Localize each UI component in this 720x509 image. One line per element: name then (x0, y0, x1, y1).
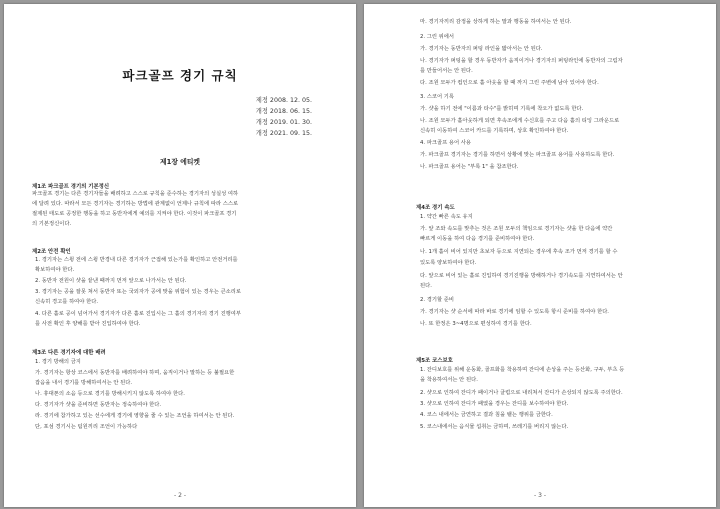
body-line: 1. 경기 방해의 금지 (35, 359, 81, 365)
document-page-left (4, 4, 356, 507)
revision-date: 제정 2008. 12. 05. (255, 97, 312, 104)
body-line: 나. 경기자가 퍼팅을 할 경우 동반자가 움직이거나 경기자의 퍼팅라인에 동반자의 그림자 (420, 58, 623, 64)
article-heading: 제5조 코스보호 (416, 358, 453, 364)
body-line: 2. 경기할 준비 (420, 297, 455, 303)
body-line: 빠르게 이동을 하여 다음 경기를 준비하여야 한다. (420, 236, 535, 242)
body-line: 나. 파크골프 용어는 "부록 1" 을 참조한다. (420, 164, 519, 170)
body-line: 나. 조원 모두가 홀아웃하게 되면 후속조에게 수신호를 주고 다음 홀의 티잉 그라운드로 (420, 118, 620, 124)
body-line: 4. 다른 홀로 공이 넘어가서 경기자가 다른 홀로 진입시는 그 홀의 경기자의 경기 진행여부 (35, 311, 242, 317)
body-line: 확보하여야 한다. (35, 267, 75, 273)
body-line: 나. 1개 홀이 비어 있지만 초보자 등으로 지연되는 경우에 후속 조가 먼저 경기를 할 수 (420, 249, 618, 255)
body-line: 있도록 양보하여야 한다. (420, 260, 477, 266)
article-heading: 제3조 다른 경기자에 대한 배려 (32, 350, 106, 356)
body-line: 신속히 경고를 하여야 한다. (35, 299, 99, 305)
body-line: 절제된 태도로 공정한 행동을 하고 동반자에게 예의를 지켜야 한다. 이것이 파크골프 경기 (32, 211, 237, 217)
body-line: 에 달려 있다. 따라서 모든 경기자는 경기하는 방법에 관계없이 언제나 규칙에 따라 스스로 (32, 201, 239, 207)
body-line: 단, 포섬 경기시는 팀원끼리 조언이 가능하다 (35, 424, 138, 430)
body-line: 파크골프 경기는 다른 경기자들을 배려하고 스스로 규칙을 준수하는 경기자의 성실성 여하 (32, 191, 239, 197)
body-line: 1. 잔디보호를 위해 운동화, 골프화를 착용하며 잔디에 손상을 주는 등산화, 구두, 부츠 등 (420, 367, 625, 373)
body-line: 다. 앞으로 비어 있는 홀로 진입하여 경기진행을 방해하거나 경기속도를 지연하여서는 안 (420, 273, 623, 279)
body-line: 을 착용하여서는 안 된다. (420, 377, 478, 383)
chapter-heading: 제1장 에티켓 (160, 158, 200, 166)
body-line: 가. 샷을 하기 전에 "이름과 타수"를 밝히며 기록에 착오가 없도록 한다. (420, 106, 584, 112)
body-line: 다. 조원 모두가 컵인으로 홀 아웃을 할 때 까지 그린 주변에 남아 있어야 한다. (420, 80, 599, 86)
body-line: 1. 약간 빠른 속도 유지 (420, 214, 473, 220)
body-line: 된다. (420, 283, 432, 289)
body-line: 를 만들어서는 안 된다. (420, 68, 473, 74)
body-line: 2. 샷으로 인하여 잔디가 패이거나 클럽으로 내리쳐서 잔디가 손상되지 않도록 주의한다. (420, 390, 623, 396)
body-line: 라. 경기에 참가하고 있는 선수에게 경기에 영향을 줄 수 있는 조언을 하여서는 안 된다. (35, 413, 235, 419)
body-line: 2. 동반자 전원이 샷을 끝낸 때까지 먼저 앞으로 나가서는 안 된다. (35, 278, 187, 284)
body-line: 잡음을 내서 경기를 방해하여서는 안 된다. (35, 380, 133, 386)
body-line: 4. 파크골프 용어 사용 (420, 140, 472, 146)
body-line: 나. 또 한정은 3~4명으로 편성하여 경기를 한다. (420, 321, 532, 327)
body-line: 3. 스코어 기록 (420, 94, 455, 100)
body-line: 나. 휴대폰의 소음 등으로 경기를 방해시키지 않도록 하여야 한다. (35, 391, 185, 397)
body-line: 신속히 이동하여 스코어 카드를 기록하며, 상호 확인하여야 한다. (420, 128, 569, 134)
body-line: 2. 그린 위에서 (420, 34, 455, 40)
revision-date: 개정 2018. 06. 15. (255, 108, 312, 115)
body-line: 3. 경기자는 공을 잘못 쳐서 동반자 또는 국외자가 공에 맞을 위험이 있는 경우는 큰소리로 (35, 289, 242, 295)
body-line: 가. 파크골프 경기자는 경기를 하면서 상황에 맞는 파크골프 용어를 사용하도록 한다. (420, 152, 615, 158)
body-line: 다. 경기자가 샷을 준비하면 동반자는 정숙하여야 한다. (35, 402, 162, 408)
body-line: 마. 경기자끼리 감정을 상하게 하는 말과 행동을 하여서는 안 된다. (420, 19, 572, 25)
page-number: - 3 - (534, 492, 546, 499)
revision-date: 개정 2021. 09. 15. (255, 130, 312, 137)
body-line: 1. 경기자는 스윙 전에 스윙 반경내 다른 경기자가 근접해 있는가를 확인하고 안전거리를 (35, 257, 238, 263)
body-line: 가. 앞 조와 속도를 맞추는 것은 조원 모두의 책임으로 경기자는 샷을 한 다음에 약간 (420, 226, 613, 232)
article-heading: 제1조 파크골프 경기의 기본정신 (32, 184, 110, 190)
body-line: 5. 코스내에서는 음식물 섭취는 금하며, 쓰레기를 버리지 않는다. (420, 424, 569, 430)
body-line: 4. 코스 내에서는 금연하고 결과 침을 뱉는 행위를 금한다. (420, 412, 553, 418)
article-heading: 제4조 경기 속도 (416, 205, 455, 211)
body-line: 의 기본정신이다. (32, 221, 72, 227)
article-heading: 제2조 안전 확인 (32, 249, 71, 255)
document-title: 파크골프 경기 규칙 (122, 68, 238, 83)
body-line: 가. 경기자는 항상 코스에서 동반자를 배려하여야 하며, 움직이거나 말하는 등 불필요한 (35, 370, 235, 376)
page-number: - 2 - (174, 492, 186, 499)
revision-date: 개정 2019. 01. 30. (255, 119, 312, 126)
body-line: 3. 샷으로 인하여 잔디가 패였을 경우는 잔디를 보수하여야 한다. (420, 401, 569, 407)
body-line: 를 사전 확인 후 양해를 받아 진입하여야 한다. (35, 321, 141, 327)
body-line: 가. 경기자는 동반자의 퍼팅 라인을 밟아서는 안 된다. (420, 46, 543, 52)
document-page-right (364, 4, 716, 507)
body-line: 가. 경기자는 샷 순서에 따라 바로 경기에 임할 수 있도록 항시 준비를 하여야 한다. (420, 309, 609, 315)
